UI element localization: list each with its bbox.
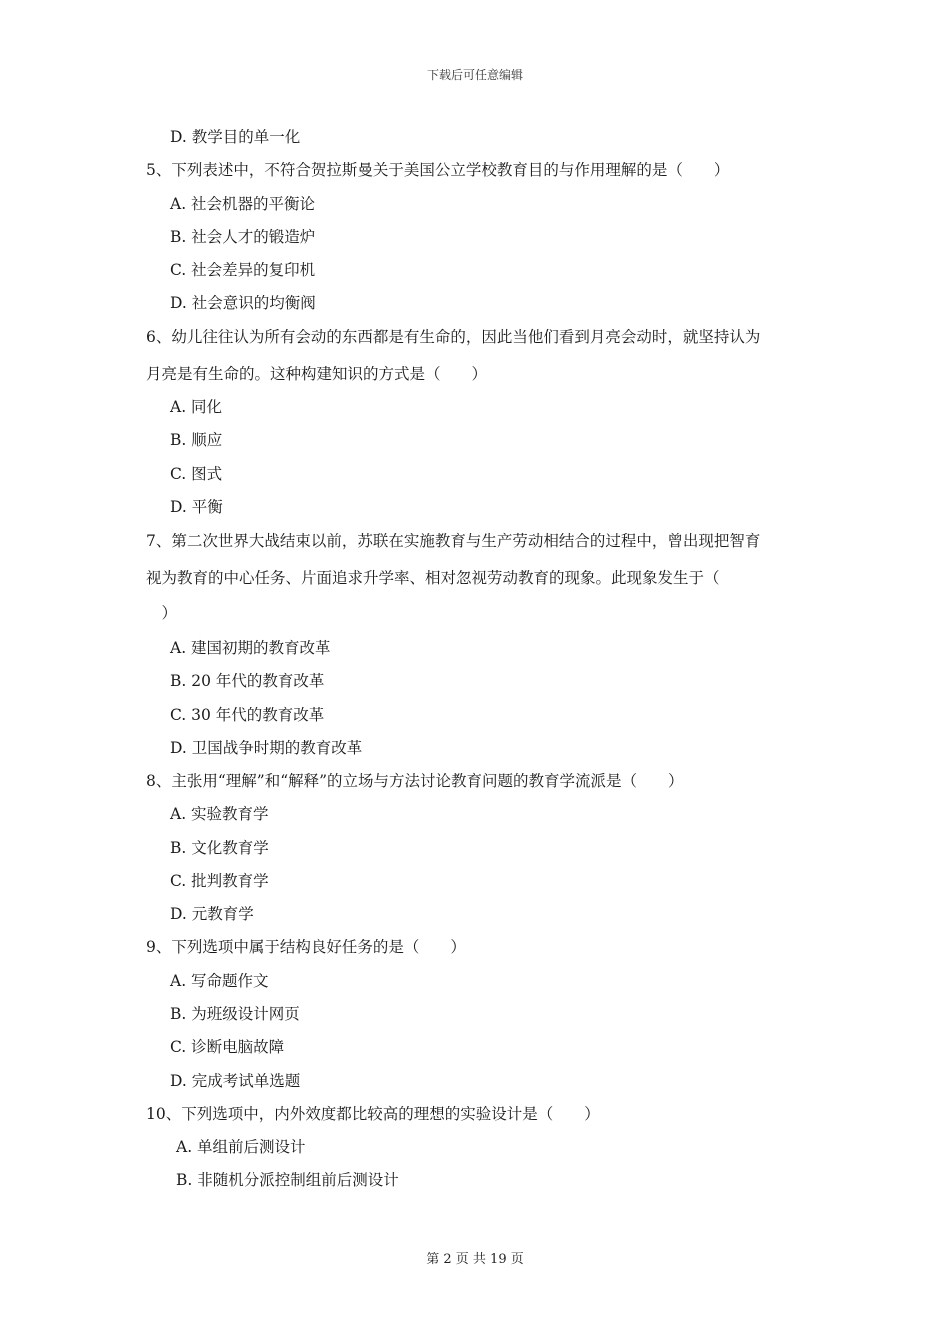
option-7-a: A. 建国初期的教育改革 bbox=[170, 639, 331, 657]
question-7-cont: 视为教育的中心任务、片面追求升学率、相对忽视劳动教育的现象。此现象发生于（ bbox=[146, 569, 720, 587]
page-footer: 第 2 页 共 19 页 bbox=[426, 1252, 524, 1267]
option-10-a: A. 单组前后测设计 bbox=[176, 1138, 306, 1156]
option-5-b: B. 社会人才的锻造炉 bbox=[170, 228, 316, 246]
option-9-a: A. 写命题作文 bbox=[170, 972, 269, 990]
question-6-cont: 月亮是有生命的。这种构建知识的方式是（ ） bbox=[146, 365, 488, 383]
question-7-cont-2: ） bbox=[146, 604, 178, 622]
question-10: 10、下列选项中，内外效度都比较高的理想的实验设计是（ ） bbox=[146, 1105, 600, 1123]
option-5-a: A. 社会机器的平衡论 bbox=[170, 195, 316, 213]
option-6-c: C. 图式 bbox=[170, 465, 223, 483]
page-header: 下载后可任意编辑 bbox=[426, 68, 523, 82]
option-10-b: B. 非随机分派控制组前后测设计 bbox=[176, 1171, 399, 1189]
option-9-c: C. 诊断电脑故障 bbox=[170, 1038, 285, 1056]
option-8-c: C. 批判教育学 bbox=[170, 872, 269, 890]
question-6: 6、幼儿往往认为所有会动的东西都是有生命的，因此当他们看到月亮会动时，就坚持认为 bbox=[146, 328, 761, 346]
option-7-c: C. 30 年代的教育改革 bbox=[170, 706, 325, 724]
option-8-a: A. 实验教育学 bbox=[170, 805, 269, 823]
option-5-c: C. 社会差异的复印机 bbox=[170, 261, 316, 279]
option-7-b: B. 20 年代的教育改革 bbox=[170, 672, 325, 690]
option-4-d: D. 教学目的单一化 bbox=[170, 128, 301, 146]
option-6-d: D. 平衡 bbox=[170, 498, 223, 516]
question-7: 7、第二次世界大战结束以前，苏联在实施教育与生产劳动相结合的过程中，曾出现把智育 bbox=[146, 532, 761, 550]
option-9-b: B. 为班级设计网页 bbox=[170, 1005, 300, 1023]
question-5: 5、下列表述中，不符合贺拉斯曼关于美国公立学校教育目的与作用理解的是（ ） bbox=[146, 161, 730, 179]
option-8-d: D. 元教育学 bbox=[170, 905, 254, 923]
option-7-d: D. 卫国战争时期的教育改革 bbox=[170, 739, 363, 757]
option-8-b: B. 文化教育学 bbox=[170, 839, 269, 857]
question-9: 9、下列选项中属于结构良好任务的是（ ） bbox=[146, 938, 466, 956]
question-8: 8、主张用“理解”和“解释”的立场与方法讨论教育问题的教育学流派是（ ） bbox=[146, 772, 684, 790]
option-9-d: D. 完成考试单选题 bbox=[170, 1072, 301, 1090]
option-6-a: A. 同化 bbox=[170, 398, 223, 416]
option-5-d: D. 社会意识的均衡阀 bbox=[170, 294, 316, 312]
option-6-b: B. 顺应 bbox=[170, 431, 223, 449]
